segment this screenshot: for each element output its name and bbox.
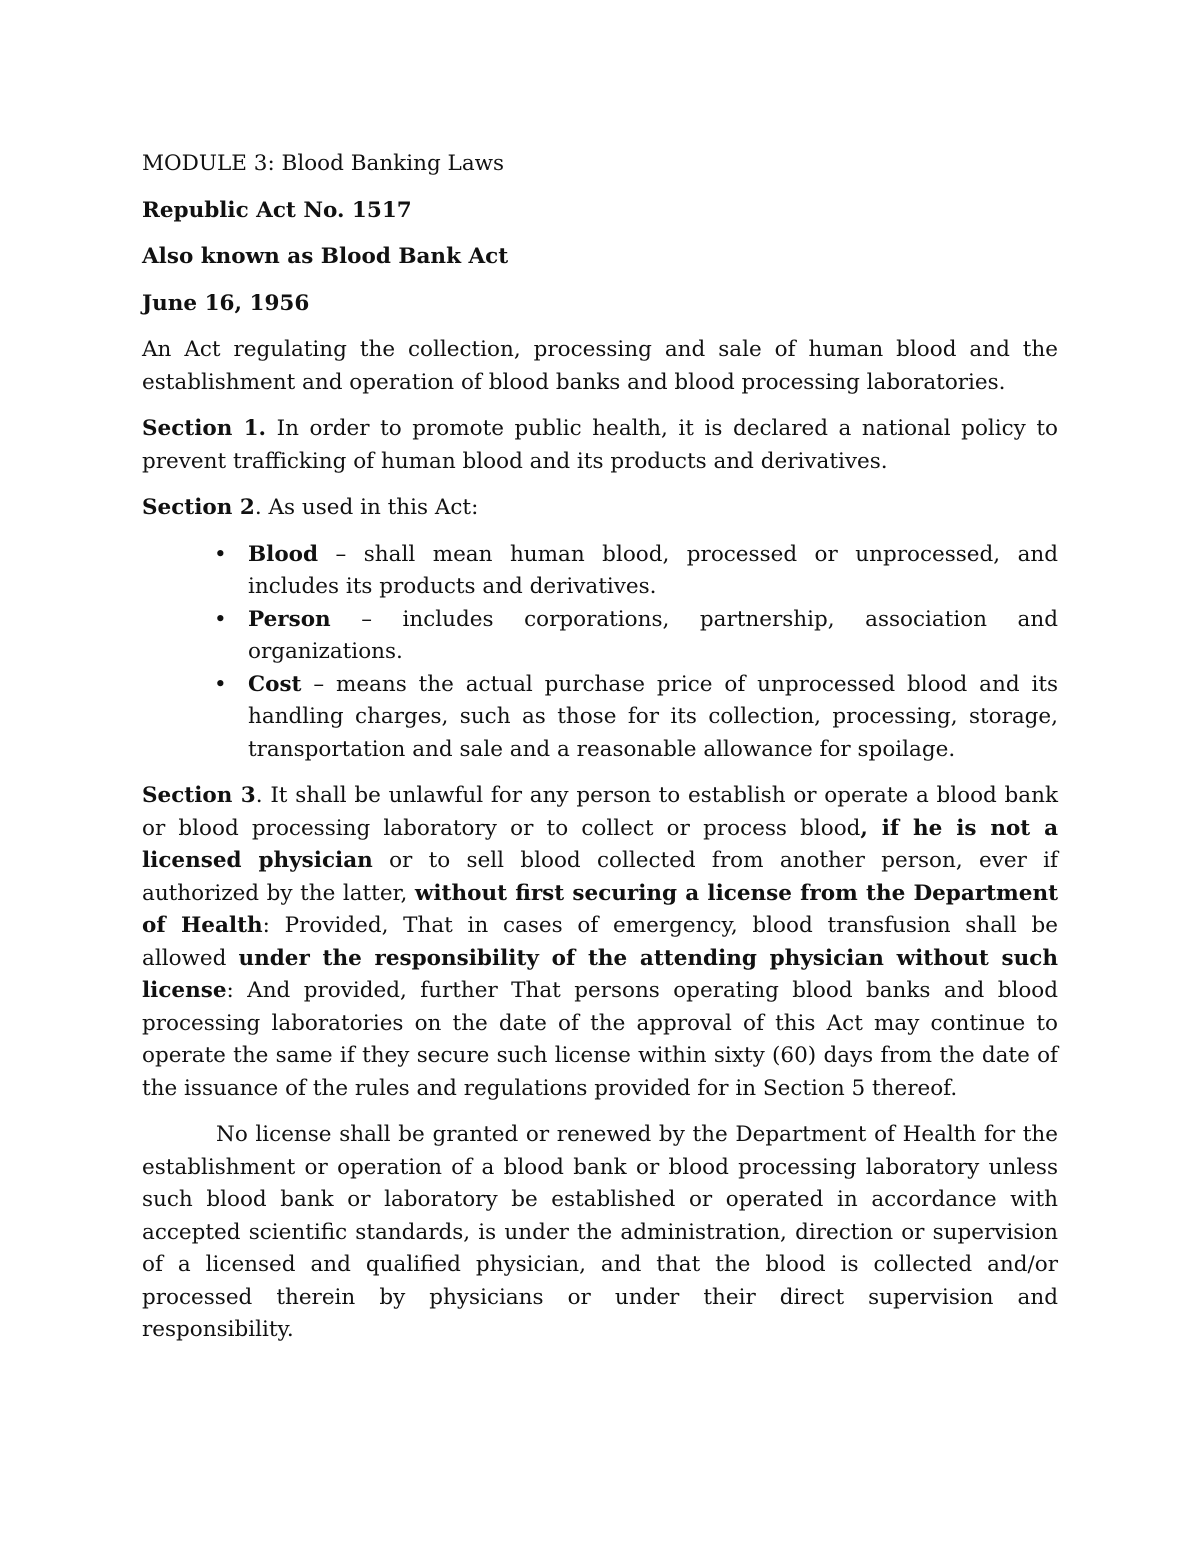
section-2 — [142, 492, 1058, 525]
section-1-label: Section 1. — [142, 416, 267, 441]
section-3-label: Section 3 — [142, 783, 256, 808]
section-3-bold-2: without first securing a license from the Department of Health — [142, 880, 1059, 938]
section-3-text-2: or to sell blood collected from another person, ever if authorized by the latter, — [142, 848, 1058, 906]
bullet-icon: • — [214, 606, 227, 632]
section-2-text: . As used in this Act: — [254, 495, 479, 520]
section-2-label: Section 2 — [142, 495, 255, 520]
definition-text: – shall mean human blood, processed or unprocessed, and includes its products and derivatives. — [248, 541, 1058, 599]
act-alias: Also known as Blood Bank Act — [142, 244, 509, 269]
bullet-icon: • — [214, 541, 227, 567]
act-number: Republic Act No. 1517 — [142, 197, 412, 223]
list-item — [214, 669, 1058, 767]
definition-term: Cost — [248, 671, 302, 697]
section-1-text: In order to promote public health, it is declared a national policy to prevent trafficking of human blood and its products and derivatives. — [142, 416, 1058, 474]
list-item — [214, 539, 1058, 604]
list-item — [214, 604, 1058, 669]
act-date: June 16, 1956 — [142, 290, 310, 316]
definition-term: Blood — [248, 541, 319, 567]
section-3-text-4: : And provided, further That persons operating blood banks and blood processing laboratories on the date of the approval of this Act may continue to operate the same if they secure such license within sixty (60) days from the date of the issuance of the rules and regulations provided for in Section 5 thereof. — [142, 978, 1058, 1101]
section-3-text-1: . It shall be unlawful for any person to establish or operate a blood bank or blood processing laboratory or to collect or process blood — [142, 783, 1059, 841]
section-3 — [142, 780, 1058, 1105]
closing-paragraph: No license shall be granted or renewed by the Department of Health for the establishment or operation of a blood bank or blood processing laboratory unless such blood bank or laboratory be established or operated in accordance with accepted scientific standards, is under the administration, direction or supervision of a licensed and qualified physician, and that the blood is collected and/or processed therein by physicians or under their direct supervision and responsibility. — [142, 1122, 1058, 1342]
section-1 — [142, 413, 1058, 478]
section-3-bold-1: , if he is not a licensed physician — [142, 815, 1059, 873]
definition-term: Person — [248, 606, 331, 632]
section-3-bold-3: under the responsibility of the attending physician without such license — [142, 945, 1058, 1003]
definition-list — [142, 539, 1058, 767]
definition-text: – means the actual purchase price of unprocessed blood and its handling charges, such as those for its collection, processing, storage, transportation and sale and a reasonable allowance for spoilage. — [248, 671, 1058, 762]
section-3-text-3: : Provided, That in cases of emergency, blood transfusion shall be allowed — [142, 913, 1058, 971]
module-title: MODULE 3: Blood Banking Laws — [142, 151, 505, 176]
bullet-icon: • — [214, 671, 227, 697]
definition-text: – includes corporations, partnership, association and organizations. — [248, 606, 1058, 664]
act-intro: An Act regulating the collection, processing and sale of human blood and the establishment and operation of blood banks and blood processing laboratories. — [142, 337, 1058, 395]
